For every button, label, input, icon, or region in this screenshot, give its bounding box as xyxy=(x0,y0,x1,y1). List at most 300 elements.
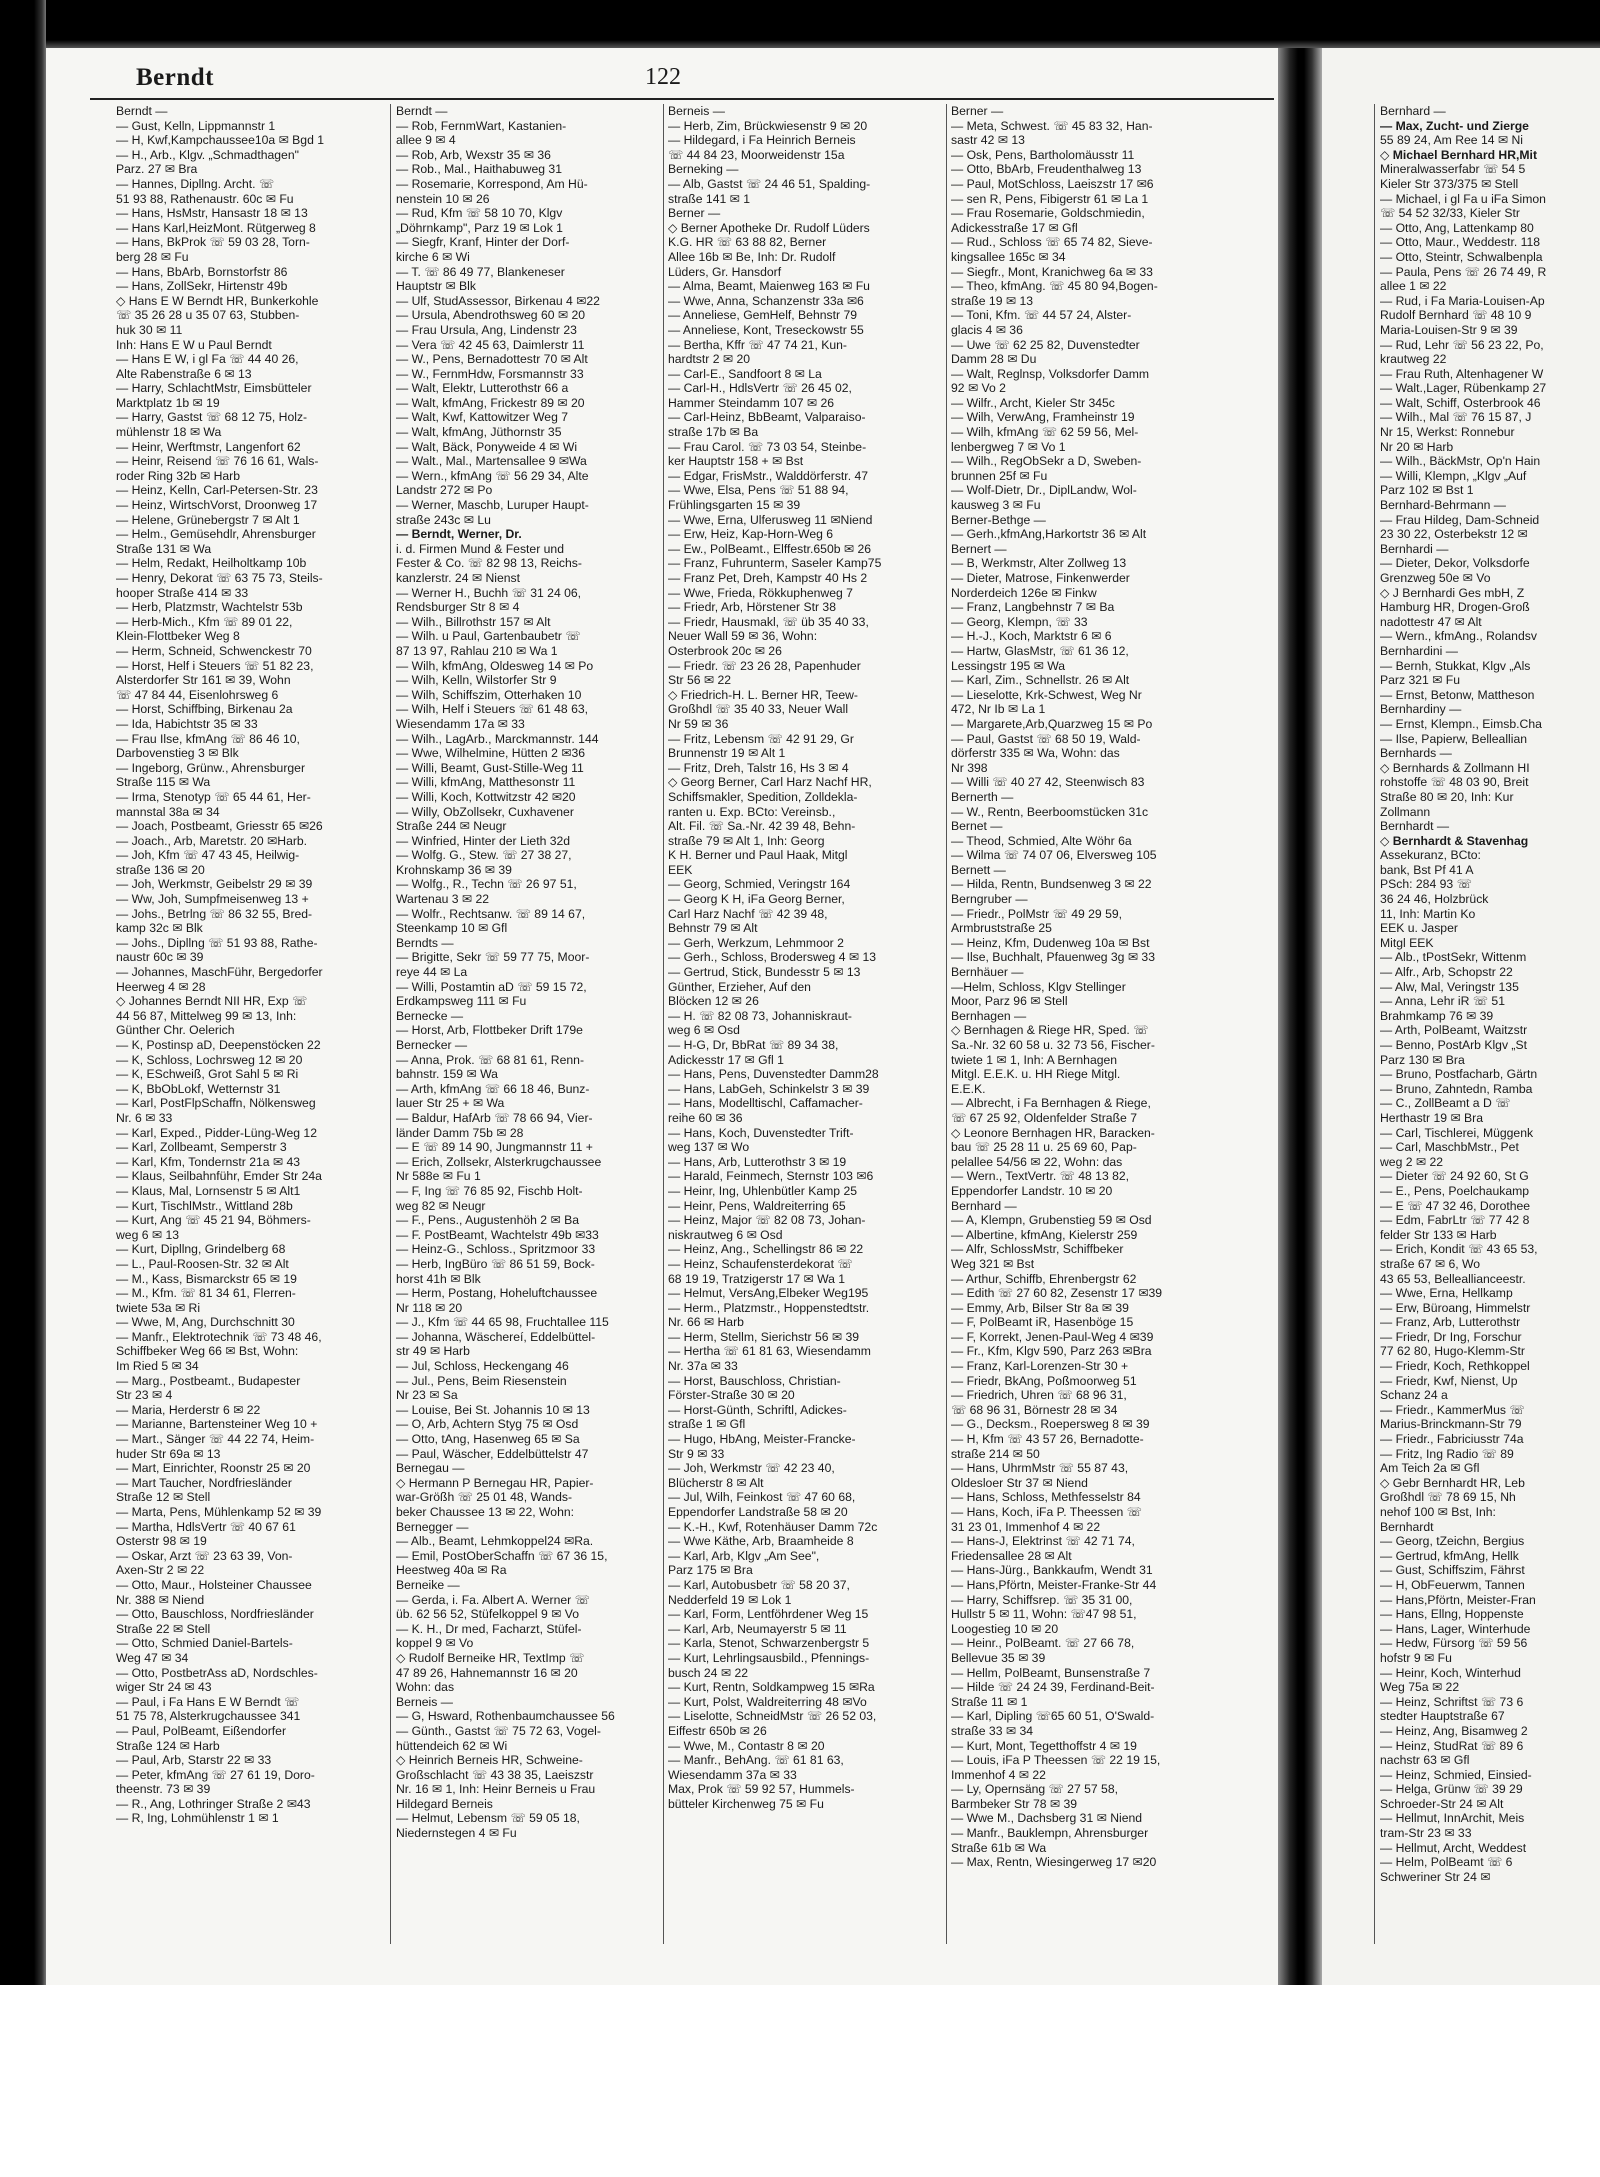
directory-entry: — Marta, Pens, Mühlenkamp 52 ✉ 39 xyxy=(116,1505,322,1519)
directory-entry: Förster-Straße 30 ✉ 20 xyxy=(668,1388,795,1403)
directory-entry: — Karl, Arb, Neumayerstr 5 ✉ 11 xyxy=(668,1621,847,1636)
directory-entry: bahnstr. 159 ✉ Wa xyxy=(396,1067,498,1082)
directory-entry: Günther, Erzieher, Auf den xyxy=(668,979,811,994)
directory-entry: Straße 11 ✉ 1 xyxy=(951,1694,1028,1709)
directory-entry: Straße 61b ✉ Wa xyxy=(951,1840,1047,1855)
directory-entry: — K, BbObLokf, Wetternstr 31 xyxy=(116,1081,281,1096)
directory-entry: — Erw, Büroang, Himmelstr xyxy=(1380,1300,1531,1315)
directory-entry: mühlenstr 18 ✉ Wa xyxy=(116,425,222,440)
directory-entry: — Willi ☏ 40 27 42, Steenwisch 83 xyxy=(951,775,1145,790)
directory-entry: — Louise, Bei St. Johannis 10 ✉ 13 xyxy=(396,1402,590,1417)
directory-entry: — F., Pens., Augustenhöh 2 ✉ Ba xyxy=(396,1213,579,1228)
directory-entry: Moor, Parz 96 ✉ Stell xyxy=(951,994,1068,1009)
directory-entry: — Wwe M., Dachsberg 31 ✉ Niend xyxy=(951,1811,1143,1826)
directory-entry: — Friedr, Arb, Hörstener Str 38 xyxy=(668,600,836,615)
directory-entry: — Wwe, Wilhelmine, Hütten 2 ✉36 xyxy=(396,746,586,761)
directory-entry: — Rud, i Fa Maria-Louisen-Ap xyxy=(1380,293,1545,308)
directory-entry: Adickesstraße 17 ✉ Gfl xyxy=(951,220,1078,235)
directory-entry: — Dieter, Matrose, Finkenwerder xyxy=(951,571,1130,585)
directory-entry: — Fritz, Ing Radio ☏ 89 xyxy=(1380,1446,1514,1461)
directory-entry: — L., Paul-Roosen-Str. 32 ✉ Alt xyxy=(116,1256,289,1271)
directory-entry: — Karl, Dipling ☏65 60 51, O'Swald- xyxy=(951,1709,1155,1724)
directory-entry: — Uwe ☏ 62 25 82, Duvenstedter xyxy=(951,337,1140,352)
directory-entry: Hamburg HR, Drogen-Groß xyxy=(1380,600,1530,615)
directory-entry: — Georg, Schmied, Veringstr 164 xyxy=(668,877,851,892)
directory-entry: — Walt.,Lager, Rübenkamp 27 xyxy=(1380,381,1547,396)
surname-heading: Bernhäuer — xyxy=(951,965,1024,980)
directory-entry: — Wilh. u Paul, Gartenbaubetr ☏ xyxy=(396,629,581,644)
directory-entry: — Bertha, Kffr ☏ 47 74 21, Kun- xyxy=(668,337,847,352)
directory-entry: straße 33 ✉ 34 xyxy=(951,1723,1034,1738)
directory-entry: 43 65 53, Belleallianceestr. xyxy=(1380,1271,1526,1286)
directory-entry: — Gerda, i. Fa. Albert A. Werner ☏ xyxy=(396,1592,590,1607)
directory-entry: — Heinr, Koch, Winterhud xyxy=(1380,1665,1521,1680)
directory-entry: Krohnskamp 36 ✉ 39 xyxy=(396,862,512,877)
directory-entry: Eppendorfer Landstraße 58 ✉ 20 xyxy=(668,1505,848,1519)
directory-entry: glacis 4 ✉ 36 xyxy=(951,322,1023,337)
directory-entry: str 49 ✉ Harb xyxy=(396,1344,470,1359)
directory-entry: — Theod, Schmied, Alte Wöhr 6a xyxy=(951,833,1132,848)
directory-entry: — F, Ing ☏ 76 85 92, Fischb Holt- xyxy=(396,1183,583,1198)
directory-entry: — Arth, kfmAng ☏ 66 18 46, Bunz- xyxy=(396,1081,590,1096)
directory-entry: — Walt, kfmAng, Jüthornstr 35 xyxy=(396,425,562,440)
directory-entry: — Ernst, Betonw, Mattheson xyxy=(1380,687,1535,702)
directory-entry: — F, Korrekt, Jenen-Paul-Weg 4 ✉39 xyxy=(951,1329,1154,1344)
directory-entry: Parz 102 ✉ Bst 1 xyxy=(1380,483,1474,498)
directory-entry: — W., FernmHdw, Forsmannstr 33 xyxy=(396,366,584,381)
directory-entry: — Carl, MaschbMstr., Pet xyxy=(1380,1140,1519,1155)
directory-column-5-facing-page xyxy=(1380,104,1600,1984)
surname-heading: Bernecker — xyxy=(396,1038,468,1052)
directory-entry: straße 67 ✉ 6, Wo xyxy=(1380,1256,1481,1271)
directory-entry: i. d. Firmen Mund & Fester und xyxy=(396,541,564,556)
directory-entry: — Mart, Einrichter, Roonstr 25 ✉ 20 xyxy=(116,1461,311,1476)
directory-entry: — Otto, Steintr, Schwalbenpla xyxy=(1380,249,1543,264)
directory-entry: — Hellmut, InnArchit, Meis xyxy=(1380,1811,1525,1826)
directory-entry: — Wolf-Dietr, Dr., DiplLandw, Wol- xyxy=(951,483,1137,498)
directory-entry: — Jul., Pens, Beim Riesenstein xyxy=(396,1373,567,1388)
directory-entry: Großschlacht ☏ 43 38 35, Laeiszstr xyxy=(396,1767,594,1782)
directory-entry: Weg 321 ✉ Bst xyxy=(951,1256,1035,1271)
directory-entry: — Klaus, Mal, Lornsenstr 5 ✉ Alt1 xyxy=(116,1183,301,1198)
directory-entry: 23 30 22, Osterbekstr 12 ✉ xyxy=(1380,527,1528,542)
directory-entry: — Wolfg. G., Stew. ☏ 27 38 27, xyxy=(396,848,572,863)
directory-entry: Alt. Fil. ☏ Sa.-Nr. 42 39 48, Behn- xyxy=(668,819,856,834)
directory-entry: üb. 62 56 52, Stüfelkoppel 9 ✉ Vo xyxy=(396,1607,580,1622)
directory-entry: — Franz, Fuhrunterm, Saseler Kamp75 xyxy=(668,556,882,571)
surname-heading: Bernegau — xyxy=(396,1461,465,1476)
directory-entry: — Herb, Platzmstr, Wachtelstr 53b xyxy=(116,600,303,615)
surname-heading: Berneis — xyxy=(668,104,725,118)
directory-entry: — Herm., Platzmstr., Hoppenstedtstr. xyxy=(668,1300,870,1315)
directory-entry: — Kurt, Lehrlingsausbild., Pfennings- xyxy=(668,1650,870,1665)
directory-entry: ◇ Bernhagen & Riege HR, Sped. ☏ xyxy=(951,1023,1149,1038)
directory-entry: weg 6 ✉ 13 xyxy=(116,1227,180,1242)
directory-entry: — Herb-Mich., Kfm ☏ 89 01 22, xyxy=(116,614,293,629)
directory-entry: — Wilh, Helf i Steuers ☏ 61 48 63, xyxy=(396,702,589,717)
directory-entry: — Anneliese, GemHelf, Behnstr 79 xyxy=(668,308,858,323)
directory-entry: ◇ Friedrich-H. L. Berner HR, Teew- xyxy=(668,687,858,702)
directory-entry: lenbergweg 7 ✉ Vo 1 xyxy=(951,439,1066,454)
directory-entry: — Otto, Bauschloss, Nordfriesländer xyxy=(116,1607,314,1622)
directory-entry: — Edgar, FrisMstr., Walddörferstr. 47 xyxy=(668,468,869,483)
directory-entry: Immenhof 4 ✉ 22 xyxy=(951,1767,1046,1782)
directory-entry: — Hans, Ellng, Hoppenste xyxy=(1380,1607,1524,1622)
directory-entry: ◇ Gebr Bernhardt HR, Leb xyxy=(1380,1475,1525,1490)
directory-entry: — Hans-J, Elektrinst ☏ 42 71 74, xyxy=(951,1534,1135,1549)
directory-entry: Behnstr 79 ✉ Alt xyxy=(668,921,758,936)
directory-entry: — Kurt, Dipllng, Grindelberg 68 xyxy=(116,1242,286,1257)
directory-entry: — Hans, ZollSekr, Hirtenstr 49b xyxy=(116,279,288,294)
directory-entry: ◇ J Bernhardi Ges mbH, Z xyxy=(1380,585,1525,600)
directory-entry: — Friedr., KammerMus ☏ xyxy=(1380,1402,1525,1417)
directory-entry: — Alma, Beamt, Maienweg 163 ✉ Fu xyxy=(668,279,870,294)
directory-entry: Eppendorfer Landstr. 10 ✉ 20 xyxy=(951,1183,1113,1198)
directory-entry: ◇ Johannes Berndt NII HR, Exp ☏ xyxy=(116,994,308,1009)
directory-entry: Eiffestr 650b ✉ 26 xyxy=(668,1723,767,1738)
directory-entry: bank, Bst Pf 41 A xyxy=(1380,862,1474,877)
directory-entry: — Hans,Pförtn, Meister-Franke-Str 44 xyxy=(951,1577,1157,1592)
surname-heading: Bernhard — xyxy=(1380,104,1446,118)
directory-entry: — Arthur, Schiffb, Ehrenbergstr 62 xyxy=(951,1271,1137,1286)
directory-entry: — Friedr, Kwf, Nienst, Up xyxy=(1380,1373,1518,1388)
directory-entry: Nr. 66 ✉ Harb xyxy=(668,1315,744,1330)
directory-entry: Straße 124 ✉ Harb xyxy=(116,1738,220,1753)
directory-entry: reihe 60 ✉ 36 xyxy=(668,1110,743,1125)
directory-entry: — Bernh, Stukkat, Klgv „Als xyxy=(1380,658,1531,673)
directory-entry: — sen R, Pens, Fibigerstr 61 ✉ La 1 xyxy=(951,191,1149,206)
directory-entry: — Lieselotte, Krk-Schwest, Weg Nr xyxy=(951,687,1142,702)
directory-entry: — Karl, Form, Lentföhrdener Weg 15 xyxy=(668,1607,869,1622)
directory-entry: — Wilh, kfmAng ☏ 62 59 56, Mel- xyxy=(951,425,1139,440)
directory-entry: — Maria, Herderstr 6 ✉ 22 xyxy=(116,1402,261,1417)
directory-entry: — Wwe, Erna, Hellkamp xyxy=(1380,1286,1513,1301)
directory-entry: — Heinz, StudRat ☏ 89 6 xyxy=(1380,1738,1524,1753)
running-head-surname: Berndt xyxy=(136,64,214,91)
directory-entry: — Ww, Joh, Sumpfmeisenweg 13 + xyxy=(116,892,309,907)
directory-entry: — Hilde ☏ 24 24 39, Ferdinand-Beit- xyxy=(951,1680,1155,1695)
surname-heading: Bernhardt — xyxy=(1380,819,1450,834)
directory-entry: —Helm, Schloss, Klgv Stellinger xyxy=(951,979,1126,994)
directory-entry: — Kurt, TischlMstr., Wittland 28b xyxy=(116,1198,293,1213)
directory-entry: naustr 60c ✉ 39 xyxy=(116,950,204,965)
directory-entry: — Hellmut, Archt, Weddest xyxy=(1380,1840,1527,1855)
directory-entry: — Helga, Grünw ☏ 39 29 xyxy=(1380,1782,1523,1797)
column-divider xyxy=(1374,104,1375,1944)
directory-entry: ◇ Heinrich Berneis HR, Schweine- xyxy=(396,1753,583,1768)
directory-entry: — Erich, Kondit ☏ 43 65 53, xyxy=(1380,1242,1538,1257)
surname-heading: Bernhards — xyxy=(1380,746,1452,761)
directory-entry: — Gerh., Schloss, Brodersweg 4 ✉ 13 xyxy=(668,950,877,965)
directory-entry: — K, ESchweiß, Grot Sahl 5 ✉ Ri xyxy=(116,1067,299,1082)
directory-entry: — Albertine, kfmAng, Kielerstr 259 xyxy=(951,1227,1138,1242)
directory-entry: — Wern., kfmAng ☏ 56 29 34, Alte xyxy=(396,468,589,483)
directory-entry: Assekuranz, BCto: xyxy=(1380,848,1481,863)
surname-heading: Berndt — xyxy=(116,104,168,118)
surname-heading: Bernhagen — xyxy=(951,1008,1027,1023)
directory-entry: — Peter, kfmAng ☏ 27 61 19, Doro- xyxy=(116,1767,315,1782)
directory-entry: reye 44 ✉ La xyxy=(396,965,468,980)
directory-entry: — Franz, Arb, Lutterothstr xyxy=(1380,1315,1521,1330)
directory-entry: nachstr 63 ✉ Gfl xyxy=(1380,1753,1470,1768)
directory-entry: felder Str 133 ✉ Harb xyxy=(1380,1227,1497,1242)
directory-entry: — Jul, Schloss, Heckengang 46 xyxy=(396,1359,569,1374)
directory-entry: hardtstr 2 ✉ 20 xyxy=(668,352,751,367)
directory-entry: Schweriner Str 24 ✉ xyxy=(1380,1869,1491,1884)
directory-entry: — Heinz, Major ☏ 82 08 73, Johan- xyxy=(668,1213,866,1228)
directory-entry: — Otto, Maur., Holsteiner Chaussee xyxy=(116,1577,312,1592)
directory-entry: beker Chaussee 13 ✉ 22, Wohn: xyxy=(396,1505,575,1519)
directory-entry: Osterbrook 20c ✉ 26 xyxy=(668,643,782,658)
directory-entry: Norderdeich 126e ✉ Finkw xyxy=(951,585,1097,600)
scan-margin-bottom xyxy=(0,1985,1600,2177)
directory-entry: 92 ✉ Vo 2 xyxy=(951,381,1006,396)
directory-entry: straße 136 ✉ 20 xyxy=(116,862,205,877)
directory-entry: E.E.K. xyxy=(951,1081,986,1096)
directory-entry: Rudolf Bernhard ☏ 48 10 9 xyxy=(1380,308,1532,323)
directory-entry: — Willi, Postamtin aD ☏ 59 15 72, xyxy=(396,979,587,994)
directory-entry: — Erich, Zollsekr, Alsterkrugchaussee xyxy=(396,1154,602,1169)
directory-entry: — Friedrich, Uhren ☏ 68 96 31, xyxy=(951,1388,1127,1403)
directory-entry: 11, Inh: Martin Ko xyxy=(1380,906,1476,921)
directory-entry: — Hans, Modelltischl, Caffamacher- xyxy=(668,1096,863,1111)
directory-entry: Mineralwasserfabr ☏ 54 5 xyxy=(1380,162,1526,177)
directory-entry: — Hans Karl,HeizMont. Rütgerweg 8 xyxy=(116,220,316,235)
directory-entry: — Osk, Pens, Bartholomäusstr 11 xyxy=(951,147,1135,162)
directory-entry: — Helm, Redakt, Heilholtkamp 10b xyxy=(116,556,307,571)
directory-entry: — Ursula, Abendrothsweg 60 ✉ 20 xyxy=(396,308,586,323)
directory-entry: Hullstr 5 ✉ 11, Wohn: ☏47 98 51, xyxy=(951,1607,1137,1622)
directory-entry: 36 24 46, Holzbrück xyxy=(1380,892,1489,907)
directory-entry: — Gertrud, Stick, Bundesstr 5 ✉ 13 xyxy=(668,965,861,980)
directory-entry: — K. H., Dr med, Facharzt, Stüfel- xyxy=(396,1621,582,1636)
directory-entry: — Edm, FabrLtr ☏ 77 42 8 xyxy=(1380,1213,1530,1228)
directory-entry: — Gust, Schiffszim, Fährst xyxy=(1380,1563,1525,1578)
directory-entry: Straße 244 ✉ Neugr xyxy=(396,819,507,834)
directory-entry: Hauptstr ✉ Blk xyxy=(396,279,476,294)
surname-heading: Berneking — xyxy=(668,162,739,177)
directory-entry: — Paul, Wäscher, Eddelbüttelstr 47 xyxy=(396,1446,589,1461)
surname-heading: Bernett — xyxy=(951,862,1006,877)
directory-entry: lauer Str 25 + ✉ Wa xyxy=(396,1096,505,1111)
directory-entry: hüttendeich 62 ✉ Wi xyxy=(396,1738,508,1753)
surname-heading: Bernhardi — xyxy=(1380,541,1449,556)
directory-entry: — Heinr, Reisend ☏ 76 16 61, Wals- xyxy=(116,454,319,469)
directory-entry: — Paul, Gastst ☏ 68 50 19, Wald- xyxy=(951,731,1141,746)
directory-entry: — Kurt, Mont, Tegetthoffstr 4 ✉ 19 xyxy=(951,1738,1137,1753)
directory-entry: nadottestr 47 ✉ Alt xyxy=(1380,614,1482,629)
directory-entry: — M., Kfm. ☏ 81 34 61, Flerren- xyxy=(116,1286,296,1301)
directory-entry: — Carl-E., Sandfoort 8 ✉ La xyxy=(668,366,822,381)
directory-entry: Str 23 ✉ 4 xyxy=(116,1388,173,1403)
directory-entry: Wiesendamm 17a ✉ 33 xyxy=(396,716,525,731)
directory-entry: — Toni, Kfm. ☏ 44 57 24, Alster- xyxy=(951,308,1132,323)
directory-entry: Parz 321 ✉ Fu xyxy=(1380,673,1460,688)
directory-entry: — Karl, Autobusbetr ☏ 58 20 37, xyxy=(668,1577,850,1592)
directory-entry: — Horst-Günth, Schriftl, Adickes- xyxy=(668,1402,847,1417)
directory-entry: — Willi, Klempn, „Klgv „Auf xyxy=(1380,468,1527,483)
directory-entry: — R., Ang, Lothringer Straße 2 ✉43 xyxy=(116,1796,311,1811)
directory-entry: — Paul, i Fa Hans E W Berndt ☏ xyxy=(116,1694,300,1709)
directory-entry: — Paul, MotSchloss, Laeiszstr 17 ✉6 xyxy=(951,176,1154,191)
directory-entry: ker Hauptstr 158 + ✉ Bst xyxy=(668,454,804,469)
directory-entry: 77 62 80, Hugo-Klemm-Str xyxy=(1380,1344,1525,1359)
directory-entry: Oldesloer Str 37 ✉ Niend xyxy=(951,1475,1088,1490)
directory-entry: — Albrecht, i Fa Bernhagen & Riege, xyxy=(951,1096,1151,1111)
directory-entry: — Walt., Mal., Martensallee 9 ✉Wa xyxy=(396,454,587,469)
directory-entry: rohstoffe ☏ 48 03 90, Breit xyxy=(1380,775,1529,790)
directory-entry: allee 1 ✉ 22 xyxy=(1380,279,1447,294)
directory-entry: — Frau Ruth, Altenhagener W xyxy=(1380,366,1544,381)
directory-entry: Günther Chr. Oelerich xyxy=(116,1023,235,1038)
directory-entry: straße 19 ✉ 13 xyxy=(951,293,1034,308)
directory-entry: — Helene, Grünebergstr 7 ✉ Alt 1 xyxy=(116,512,300,527)
directory-entry: Parz. 27 ✉ Bra xyxy=(116,162,198,177)
directory-entry: — Wwe, Anna, Schanzenstr 33a ✉6 xyxy=(668,293,864,308)
directory-entry: — Fritz, Dreh, Talstr 16, Hs 3 ✉ 4 xyxy=(668,760,849,775)
directory-entry: — Frau Ilse, kfmAng ☏ 86 46 10, xyxy=(116,731,300,746)
directory-entry: — Hans, Arb, Lutterothstr 3 ✉ 19 xyxy=(668,1154,847,1169)
running-head xyxy=(90,62,1230,96)
column-divider xyxy=(946,104,947,1944)
surname-heading: Berner-Bethge — xyxy=(951,512,1046,527)
directory-entry: — Wilh., BäckMstr, Op'n Hain xyxy=(1380,454,1541,469)
directory-entry: — Wolfg., R., Techn ☏ 26 97 51, xyxy=(396,877,577,892)
directory-entry: — Rud, Kfm ☏ 58 10 70, Klgv xyxy=(396,206,563,221)
directory-entry: — Johs., Betrlng ☏ 86 32 55, Bred- xyxy=(116,906,313,921)
directory-entry: — Ilse, Papierw, Belleallian xyxy=(1380,731,1527,746)
directory-entry: — Heinz-G., Schloss., Spritzmoor 33 xyxy=(396,1242,596,1257)
directory-entry: — Friedr, BkAng, Poßmoorweg 51 xyxy=(951,1373,1137,1388)
directory-entry: Lüders, Gr. Hansdorf xyxy=(668,264,782,279)
directory-entry: — Walt, kfmAng, Frickestr 89 ✉ 20 xyxy=(396,395,585,410)
directory-entry: — Harry, Gastst ☏ 68 12 75, Holz- xyxy=(116,410,308,425)
directory-entry: — Theo, kfmAng. ☏ 45 80 94,Bogen- xyxy=(951,279,1158,294)
directory-entry: huder Str 69a ✉ 13 xyxy=(116,1446,221,1461)
directory-entry: — Max, Rentn, Wiesingerweg 17 ✉20 xyxy=(951,1855,1157,1870)
directory-entry: — Fritz, Lebensm ☏ 42 91 29, Gr xyxy=(668,731,854,746)
directory-entry: nenstein 10 ✉ 26 xyxy=(396,191,490,206)
directory-entry: 31 23 01, Immenhof 4 ✉ 22 xyxy=(951,1519,1101,1534)
directory-entry: Weg 47 ✉ 34 xyxy=(116,1650,189,1665)
directory-entry: Bellevue 35 ✉ 39 xyxy=(951,1650,1046,1665)
directory-entry: — Wilh., RegObSekr a D, Sweben- xyxy=(951,454,1142,469)
directory-entry: — Heinr, Pens, Waldreiterring 65 xyxy=(668,1198,846,1213)
directory-entry: Alsterdorfer Str 161 ✉ 39, Wohn xyxy=(116,673,291,688)
directory-entry: — Franz, Langbehnstr 7 ✉ Ba xyxy=(951,600,1115,615)
directory-entry: — Helm, PolBeamt ☏ 6 xyxy=(1380,1855,1513,1870)
directory-entry: — Willi, kfmAng, Matthesonstr 11 xyxy=(396,775,576,790)
directory-entry: Mitgl. E.E.K. u. HH Riege Mitgl. xyxy=(951,1067,1121,1082)
directory-entry: niskrautweg 6 ✉ Osd xyxy=(668,1227,783,1242)
directory-entry: Nr 15, Werkst: Ronnebur xyxy=(1380,425,1515,440)
directory-entry: — Heinz, Ang, Bisamweg 2 xyxy=(1380,1723,1528,1738)
directory-entry: — G., Decksm., Roepersweg 8 ✉ 39 xyxy=(951,1417,1150,1432)
directory-entry: EEK u. Jasper xyxy=(1380,921,1458,936)
directory-entry: — Otto, BbArb, Freudenthalweg 13 xyxy=(951,162,1142,177)
directory-entry: brunnen 25f ✉ Fu xyxy=(951,468,1048,483)
directory-entry: — Mart Taucher, Nordfriesländer xyxy=(116,1475,292,1490)
directory-entry: Straße 22 ✉ Stell xyxy=(116,1621,211,1636)
directory-entry: — Friedr, Dr Ing, Forschur xyxy=(1380,1329,1522,1344)
directory-entry: — Günth., Gastst ☏ 75 72 63, Vogel- xyxy=(396,1723,601,1738)
directory-entry: — Vera ☏ 42 45 63, Daimlerstr 11 xyxy=(396,337,585,352)
directory-entry: ◇ Georg Berner, Carl Harz Nachf HR, xyxy=(668,775,872,790)
directory-entry: — Siegfr, Kranf, Hinter der Dorf- xyxy=(396,235,570,250)
directory-entry: weg 6 ✉ Osd xyxy=(668,1023,740,1038)
directory-entry: — Walt, Reglnsp, Volksdorfer Damm xyxy=(951,366,1149,381)
directory-entry: 55 89 24, Am Ree 14 ✉ Ni xyxy=(1380,133,1524,148)
directory-entry: Nr. 16 ✉ 1, Inh: Heinr Berneis u Frau xyxy=(396,1782,596,1797)
directory-entry: bau ☏ 25 28 11 u. 25 69 60, Pap- xyxy=(951,1140,1137,1155)
directory-entry: — H-G, Dr, BbRat ☏ 89 34 38, xyxy=(668,1038,839,1052)
header-rule xyxy=(90,98,1274,100)
directory-entry: Im Ried 5 ✉ 34 xyxy=(116,1359,199,1374)
directory-entry: — Arth, PolBeamt, Waitzstr xyxy=(1380,1023,1528,1038)
directory-entry: — Michael, i gl Fa u iFa Simon xyxy=(1380,191,1546,206)
directory-entry: — Hans, LabGeh, Schinkelstr 3 ✉ 39 xyxy=(668,1081,870,1096)
directory-entry: — Georg, tZeichn, Bergius xyxy=(1380,1534,1525,1549)
directory-entry: 472, Nr Ib ✉ La 1 xyxy=(951,702,1046,717)
directory-entry: — Wilh, kfmAng, Oldesweg 14 ✉ Po xyxy=(396,658,594,673)
directory-entry: — Hugo, HbAng, Meister-Francke- xyxy=(668,1432,856,1447)
directory-entry: — Harry, Schiffsrep. ☏ 35 31 00, xyxy=(951,1592,1133,1607)
directory-entry: — Horst, Schiffbing, Birkenau 2a xyxy=(116,702,293,717)
directory-entry: Am Teich 2a ✉ Gfl xyxy=(1380,1461,1480,1476)
directory-entry: sastr 42 ✉ 13 xyxy=(951,133,1025,148)
directory-entry: Maria-Louisen-Str 9 ✉ 39 xyxy=(1380,322,1518,337)
book-gutter xyxy=(1278,48,1322,1985)
directory-entry: — Willy, ObZollsekr, Cuxhavener xyxy=(396,804,574,819)
directory-entry: roder Ring 32b ✉ Harb xyxy=(116,468,241,483)
directory-entry: Landstr 272 ✉ Po xyxy=(396,483,493,498)
directory-entry: — Otto, tAng, Hasenweg 65 ✉ Sa xyxy=(396,1432,580,1447)
directory-entry: — Ew., PolBeamt., Elffestr.650b ✉ 26 xyxy=(668,541,872,556)
directory-entry: EEK xyxy=(668,862,693,877)
directory-entry: straße 79 ✉ Alt 1, Inh: Georg xyxy=(668,833,825,848)
directory-entry: — Meta, Schwest. ☏ 45 83 32, Han- xyxy=(951,118,1153,133)
directory-entry: — Willi, Beamt, Gust-Stille-Weg 11 xyxy=(396,760,584,775)
directory-entry: Herthastr 19 ✉ Bra xyxy=(1380,1110,1484,1125)
directory-entry: Osterstr 98 ✉ 19 xyxy=(116,1534,207,1549)
directory-entry: — Franz, Karl-Lorenzen-Str 30 + xyxy=(951,1359,1129,1374)
directory-entry: Nr 588e ✉ Fu 1 xyxy=(396,1169,481,1184)
directory-entry: — Gust, Kelln, Lippmannstr 1 xyxy=(116,118,276,133)
directory-entry: — Otto, PostbetrAss aD, Nordschles- xyxy=(116,1665,318,1680)
directory-entry: Neuer Wall 59 ✉ 36, Wohn: xyxy=(668,629,818,644)
directory-entry: — Anna, Lehr iR ☏ 51 xyxy=(1380,994,1505,1009)
directory-entry: stedter Hauptstraße 67 xyxy=(1380,1709,1505,1724)
surname-heading: Bernert — xyxy=(951,541,1007,556)
directory-entry: — Johannes, MaschFühr, Bergedorfer xyxy=(116,965,323,980)
directory-entry: — Liselotte, SchneidMstr ☏ 26 52 03, xyxy=(668,1709,877,1724)
directory-entry: Niedernstegen 4 ✉ Fu xyxy=(396,1826,517,1841)
directory-entry: — Karl, Arb, Klgv „Am See", xyxy=(668,1548,820,1563)
directory-entry: berg 28 ✉ Fu xyxy=(116,249,189,264)
directory-entry: Schiffbeker Weg 66 ✉ Bst, Wohn: xyxy=(116,1344,299,1359)
directory-entry: K H. Berner und Paul Haak, Mitgl xyxy=(668,848,848,863)
directory-entry: — H, Kwf,Kampchaussee10a ✉ Bgd 1 xyxy=(116,133,325,148)
directory-entry: — Alb., Beamt, Lehmkoppel24 ✉Ra. xyxy=(396,1534,594,1549)
directory-entry: — Dieter, Dekor, Volksdorfe xyxy=(1380,556,1530,571)
directory-entry: pelallee 54/56 ✉ 22, Wohn: das xyxy=(951,1154,1123,1169)
directory-entry: — Friedr., PolMstr ☏ 49 29 59, xyxy=(951,906,1123,921)
surname-heading: Bernecke — xyxy=(396,1008,464,1023)
directory-entry: — Otto, Maur., Weddestr. 118 xyxy=(1380,235,1541,250)
directory-entry: — Rob, FernmWart, Kastanien- xyxy=(396,118,567,133)
directory-entry: Nr. 388 ✉ Niend xyxy=(116,1592,205,1607)
directory-entry: — Hannes, Dipllng. Archt. ☏ xyxy=(116,176,275,191)
